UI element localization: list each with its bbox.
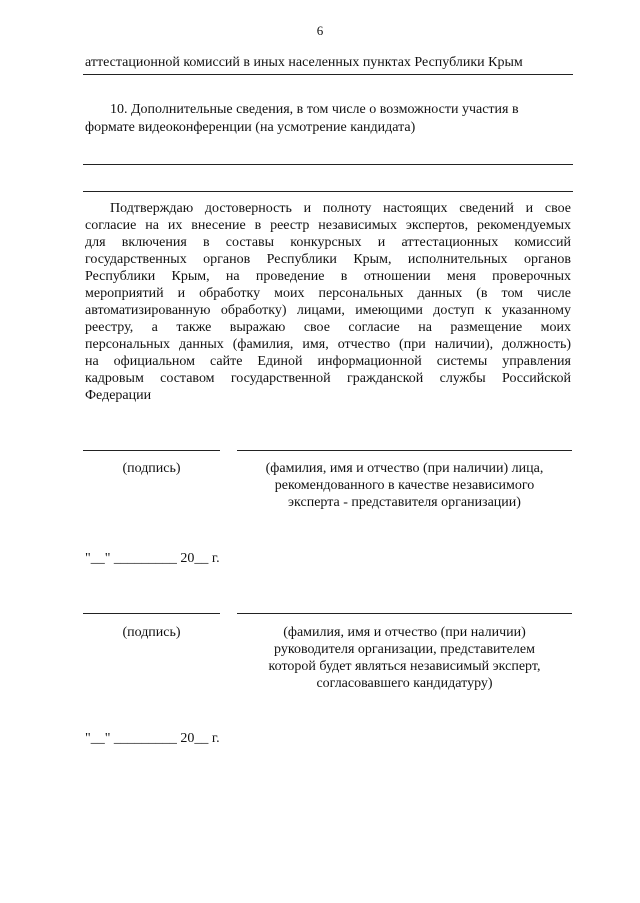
consent-line: реестру, а также выражаю свое согласие на размещение моих	[85, 320, 571, 335]
signature-caption-1: (подпись)	[122, 461, 181, 476]
consent-line: персональных данных (фамилия, имя, отчество (при наличии), должность)	[85, 337, 571, 352]
consent-line: на официальном сайте Единой информационной системы управления	[85, 354, 571, 369]
signature-line-2	[83, 613, 220, 614]
name-caption-2-line2: руководителя организации, представителем	[274, 642, 535, 657]
signature-line-1	[83, 450, 220, 451]
blank-answer-line-1	[83, 164, 573, 165]
page-number: 6	[316, 23, 324, 38]
consent-line: кадровым составом государственной гражданской службы Российской	[85, 371, 571, 386]
consent-line: мероприятий и обработку моих персональных данных (в том числе	[85, 286, 571, 301]
divider-top	[83, 74, 573, 75]
blank-answer-line-2	[83, 191, 573, 192]
name-caption-2-line1: (фамилия, имя и отчество (при наличии)	[283, 625, 526, 640]
name-caption-1-line1: (фамилия, имя и отчество (при наличии) лица,	[265, 461, 544, 476]
item10-line2: формате видеоконференции (на усмотрение кандидата)	[85, 120, 416, 135]
consent-line: Федерации	[85, 388, 152, 403]
consent-line: Подтверждаю достоверность и полноту настоящих сведений и свое	[110, 201, 571, 216]
name-line-1	[237, 450, 572, 451]
consent-line: для включения в составы конкурсных и аттестационных комиссий	[85, 235, 571, 250]
name-caption-2-line4: согласовавшего кандидатуру)	[316, 676, 493, 691]
date-field-1: "__" _________ 20__ г.	[85, 551, 220, 566]
item10-line1: 10. Дополнительные сведения, в том числе о возможности участия в	[110, 102, 519, 117]
name-caption-1-line2: рекомендованного в качестве независимого	[274, 478, 535, 493]
signature-caption-2: (подпись)	[122, 625, 181, 640]
continuation-text: аттестационной комиссий в иных населенных пунктах Республики Крым	[85, 55, 523, 70]
consent-line: государственных органов Республики Крым, исполнительных органов	[85, 252, 571, 267]
name-caption-2-line3: которой будет являться независимый эксперт,	[268, 659, 541, 674]
name-caption-1-line3: эксперта - представителя организации)	[288, 495, 521, 510]
name-line-2	[237, 613, 572, 614]
consent-line: согласие на их внесение в реестр независимых экспертов, рекомендуемых	[85, 218, 571, 233]
date-field-2: "__" _________ 20__ г.	[85, 731, 220, 746]
consent-line: Республики Крым, на проведение в отношении меня проверочных	[85, 269, 571, 284]
consent-line: автоматизированную обработку) лицами, имеющими доступ к указанному	[85, 303, 571, 318]
